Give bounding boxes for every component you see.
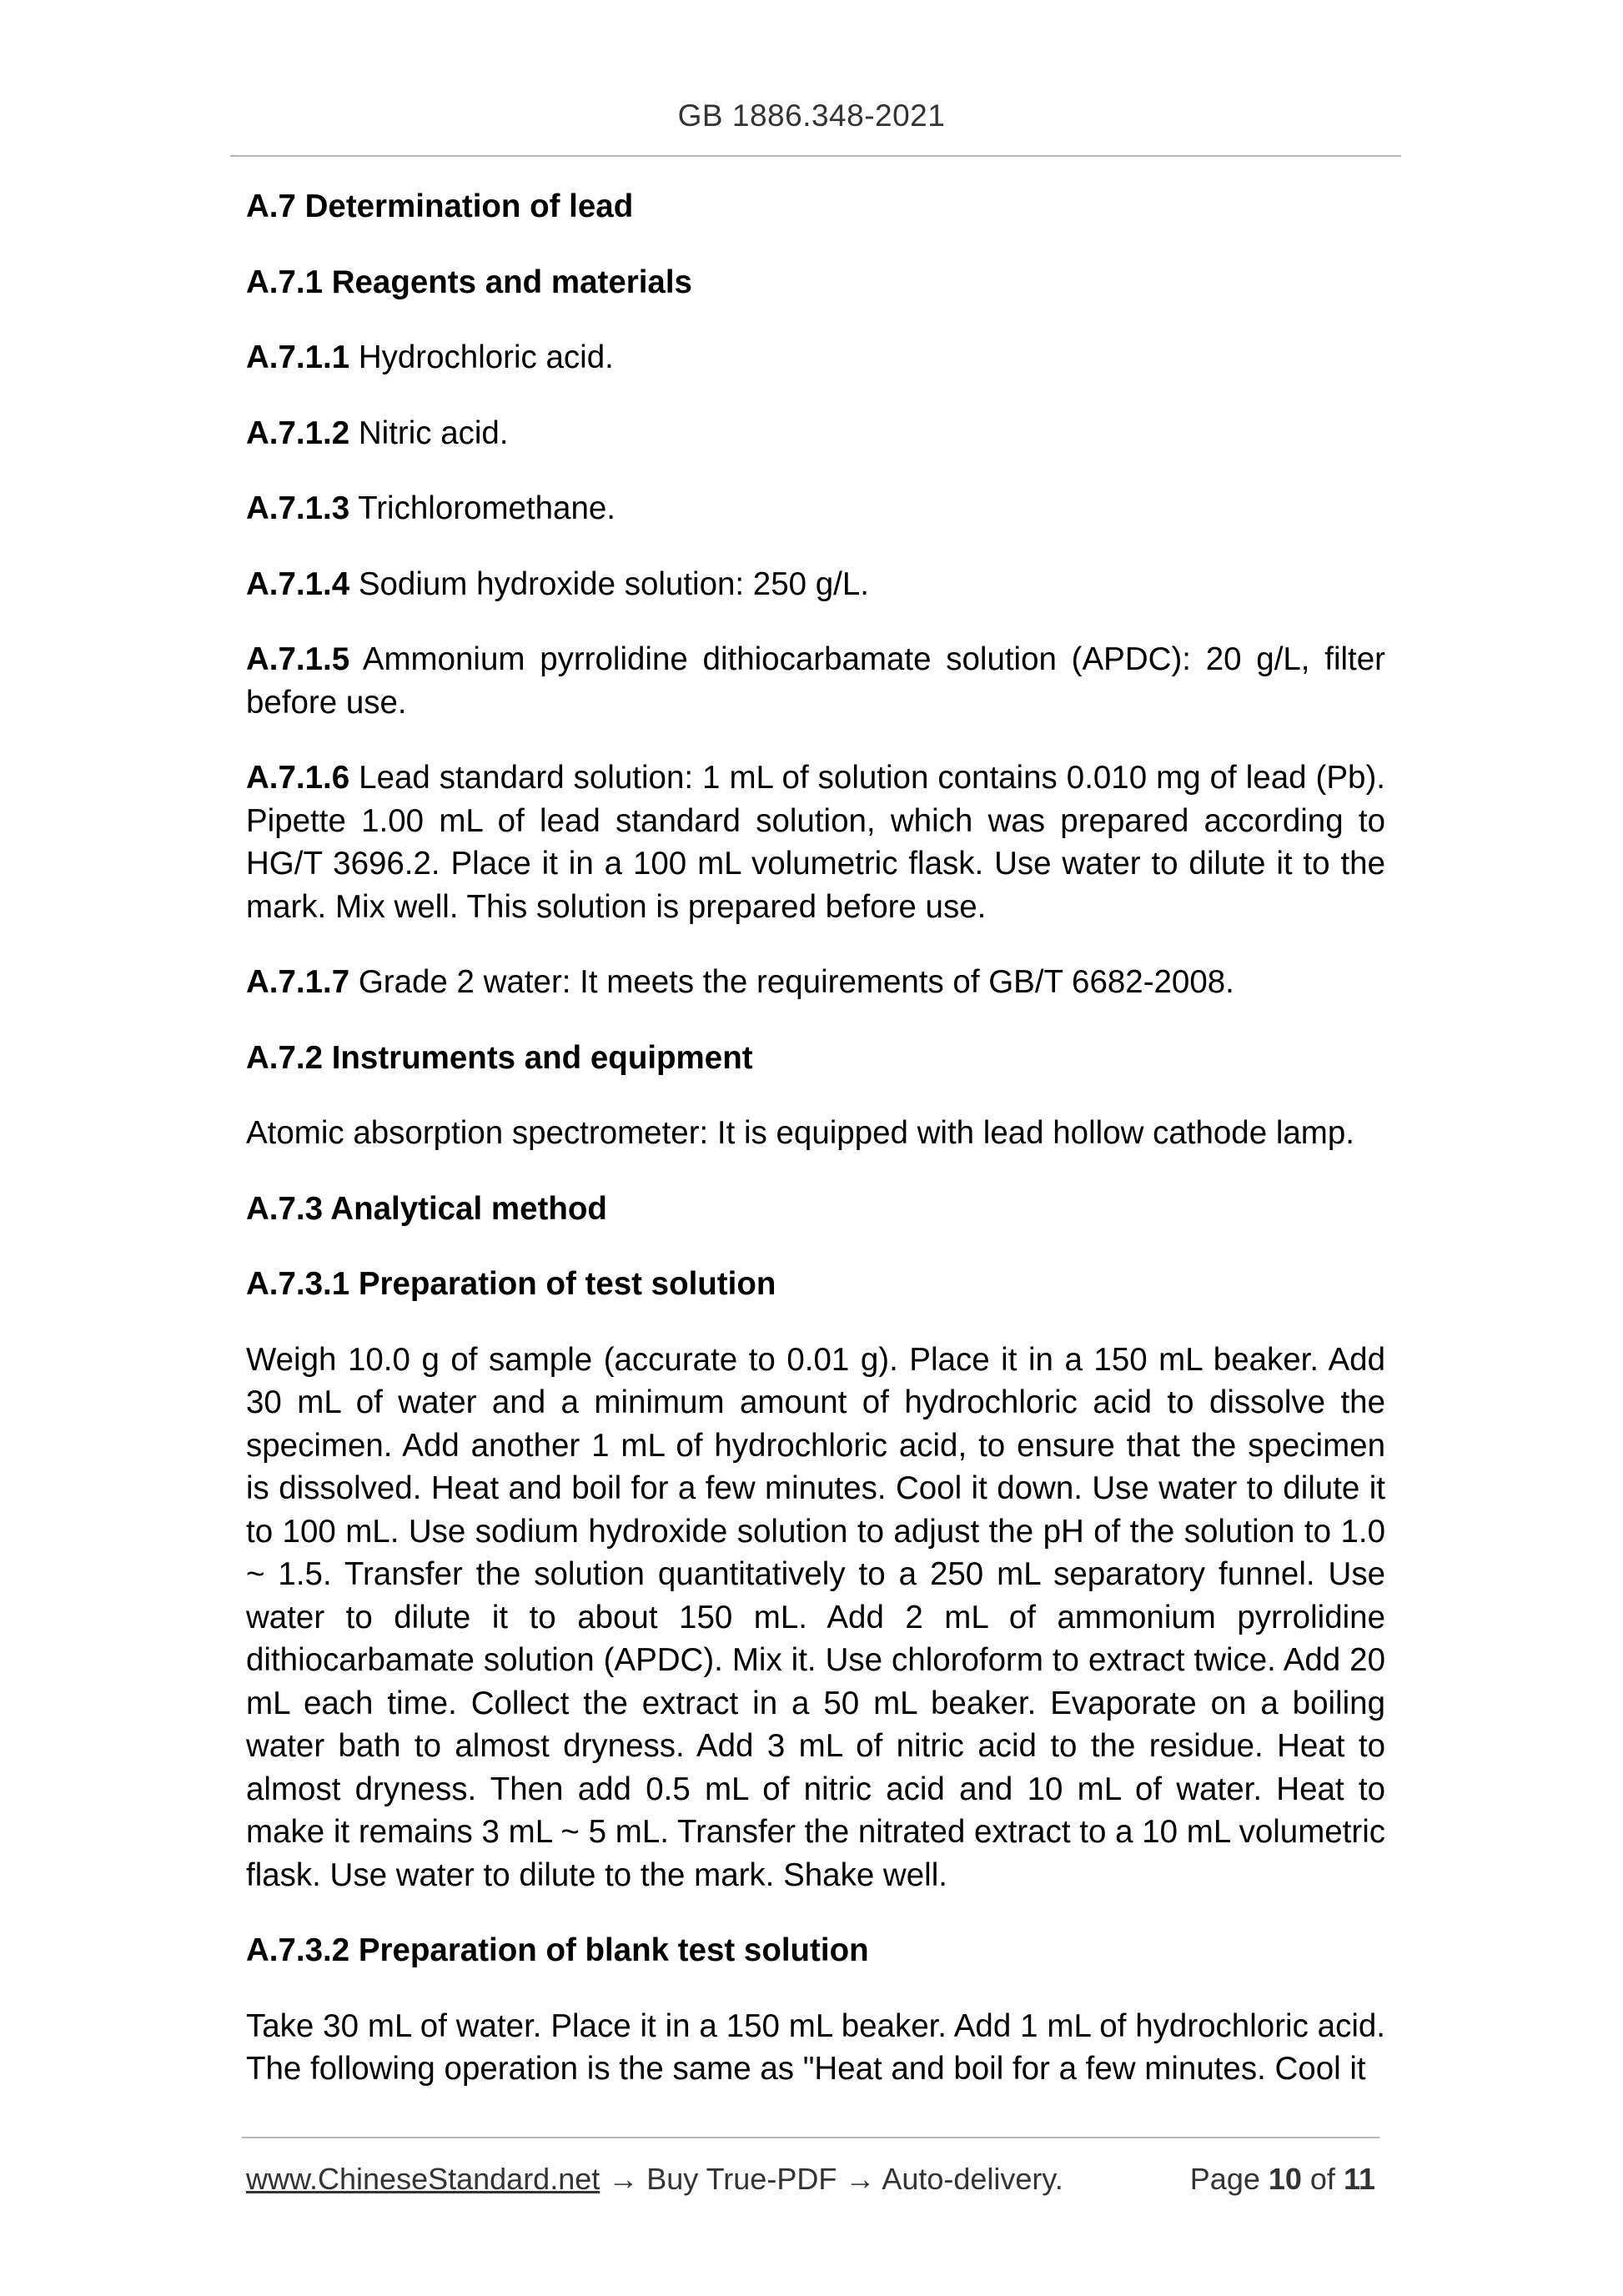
clause-text: Grade 2 water: It meets the requirements of GB/T 6682-2008. bbox=[349, 964, 1234, 1000]
heading-a7: A.7 Determination of lead bbox=[246, 188, 634, 224]
website-link[interactable]: www.ChineseStandard.net bbox=[246, 2162, 600, 2196]
heading-a72: A.7.2 Instruments and equipment bbox=[246, 1039, 753, 1076]
heading-a73: A.7.3 Analytical method bbox=[246, 1190, 607, 1227]
document-code-header: GB 1886.348-2021 bbox=[677, 98, 946, 133]
footer-tagline: → Buy True-PDF → Auto-delivery. bbox=[600, 2162, 1063, 2196]
clause-text: Nitric acid. bbox=[349, 414, 509, 451]
paragraph-a731: Weigh 10.0 g of sample (accurate to 0.01 g). Place it in a 150 mL beaker. Add 30 mL of water and a minimum amount of hydrochloric acid to dissolve the specimen. Add another 1 mL of hydrochloric acid, to ensure that the specimen is dissolved. Heat and boil for a few minutes. Cool it down. Use water to dilute it to 100 mL. Use sodium hydroxide solution to adjust the pH of the solution to 1.0 ~ 1.5. Transfer the solution quantitatively to a 250 mL separatory funnel. Use water to dilute it to about 150 mL. Add 2 mL of ammonium pyrrolidine dithiocarbamate solution (APDC). Mix it. Use chloroform to extract twice. Add 20 mL each time. Collect the extract in a 50 mL beaker. Evaporate on a boiling water bath to almost dryness. Add 3 mL of nitric acid to the residue. Heat to almost dryness. Then add 0.5 mL of nitric acid and 10 mL of water. Heat to make it remains 3 mL ~ 5 mL. Transfer the nitrated extract to a 10 mL volumetric flask. Use water to dilute to the mark. Shake well. bbox=[246, 1341, 1385, 1893]
clause-text: Trichloromethane. bbox=[349, 490, 616, 526]
footer-divider bbox=[242, 2137, 1379, 2138]
page-number bbox=[1190, 2162, 1375, 2197]
clause-text: Sodium hydroxide solution: 250 g/L. bbox=[349, 565, 869, 602]
footer-promo bbox=[246, 2162, 1063, 2197]
paragraph-a72: Atomic absorption spectrometer: It is equipped with lead hollow cathode lamp. bbox=[246, 1115, 1354, 1151]
clause-a716 bbox=[246, 756, 1385, 928]
document-body bbox=[246, 185, 1385, 2123]
clause-number: A.7.1.5 bbox=[246, 641, 350, 677]
clause-text: Lead standard solution: 1 mL of solution contains 0.010 mg of lead (Pb). Pipette 1.00 mL of lead standard solution, which was prepared according to HG/T 3696.2. Place it in a 100 mL volumetric flask. Use water to dilute it to the mark. Mix well. This solution is prepared before use. bbox=[246, 760, 1385, 925]
clause-a713 bbox=[246, 487, 1385, 530]
page-current: 10 bbox=[1268, 2162, 1302, 2196]
page-label: Page bbox=[1189, 2162, 1269, 2196]
clause-a715 bbox=[246, 638, 1385, 724]
clause-number: A.7.1.3 bbox=[246, 490, 350, 526]
header-divider bbox=[230, 155, 1401, 157]
clause-text: Hydrochloric acid. bbox=[349, 339, 614, 375]
clause-a711 bbox=[246, 336, 1385, 379]
clause-number: A.7.1.2 bbox=[246, 414, 350, 451]
clause-number: A.7.1.1 bbox=[246, 339, 350, 375]
page-total: 11 bbox=[1343, 2162, 1375, 2196]
clause-number: A.7.1.4 bbox=[246, 565, 350, 602]
clause-number: A.7.1.7 bbox=[246, 964, 350, 1000]
clause-number: A.7.1.6 bbox=[246, 760, 350, 796]
heading-a732: A.7.3.2 Preparation of blank test solution bbox=[246, 1932, 869, 1968]
heading-a71: A.7.1 Reagents and materials bbox=[246, 264, 692, 300]
page-of: of bbox=[1301, 2162, 1344, 2196]
clause-a712 bbox=[246, 412, 1385, 455]
heading-a731: A.7.3.1 Preparation of test solution bbox=[246, 1266, 776, 1302]
clause-a717 bbox=[246, 961, 1385, 1004]
clause-a714 bbox=[246, 563, 1385, 606]
clause-text: Ammonium pyrrolidine dithiocarbamate solution (APDC): 20 g/L, filter before use. bbox=[246, 641, 1385, 721]
paragraph-a732: Take 30 mL of water. Place it in a 150 mL beaker. Add 1 mL of hydrochloric acid. The following operation is the same as "Heat and boil for a few minutes. Cool it bbox=[246, 2007, 1385, 2087]
